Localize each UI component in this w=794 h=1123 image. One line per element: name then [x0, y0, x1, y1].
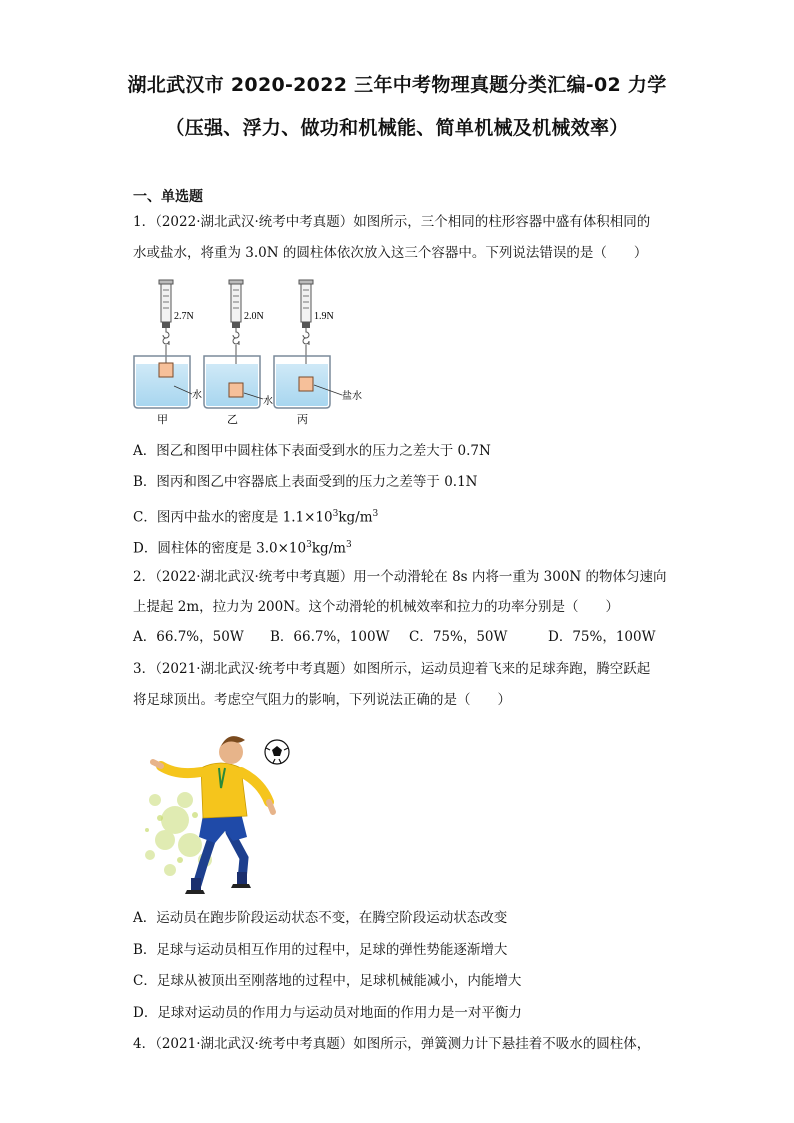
q1-option-a: A．图乙和图甲中圆柱体下表面受到水的压力之差大于 0.7N	[133, 443, 491, 459]
q1-option-c: C．图丙中盐水的密度是 $1.1\times 10^3kg/m^3$	[133, 509, 379, 526]
reading-yi: 2.0N	[244, 311, 264, 322]
beaker-label-bing: 丙	[297, 413, 308, 426]
q1-stem-line2: 水或盐水，将重为 3.0N 的圆柱体依次放入这三个容器中。下列说法错误的是（ ）	[133, 245, 648, 261]
document-title-line1: 湖北武汉市 2020-2022 三年中考物理真题分类汇编-02 力学	[127, 74, 667, 96]
q2-stem-line1: 2．（2022·湖北武汉·统考中考真题）用一个动滑轮在 8s 内将一重为 300N 的物体匀速向	[133, 569, 667, 585]
reading-jia: 2.7N	[174, 311, 194, 322]
q4-stem-line1: 4．（2021·湖北武汉·统考中考真题）如图所示，弹簧测力计下悬挂着不吸水的圆柱体，	[133, 1036, 651, 1052]
q3-option-b: B．足球与运动员相互作用的过程中，足球的弹性势能逐渐增大	[133, 942, 508, 958]
q2-option-c: C．75%，50W	[409, 629, 508, 645]
liquid-label-yi: 水	[263, 396, 273, 407]
q1-option-b: B．图丙和图乙中容器底上表面受到的压力之差等于 0.1N	[133, 474, 478, 490]
beaker-yi	[204, 356, 260, 408]
q3-soccer-player-figure	[135, 720, 295, 898]
section-heading: 一、单选题	[133, 189, 203, 205]
beaker-label-jia: 甲	[157, 413, 168, 426]
q3-option-c: C．足球从被顶出至刚落地的过程中，足球机械能减小，内能增大	[133, 973, 522, 989]
spring-scale-jia	[159, 280, 173, 377]
q3-option-a: A．运动员在跑步阶段运动状态不变，在腾空阶段运动状态改变	[133, 910, 508, 926]
q1-stem-line1: 1．（2022·湖北武汉·统考中考真题）如图所示，三个相同的柱形容器中盛有体积相同的	[133, 214, 651, 230]
q3-stem-line2: 将足球顶出。考虑空气阻力的影响，下列说法正确的是（ ）	[133, 692, 511, 708]
document-title-line2: （压强、浮力、做功和机械能、简单机械及机械效率）	[165, 117, 629, 139]
liquid-label-jia: 水	[192, 390, 202, 401]
q2-stem-line2: 上提起 2m，拉力为 200N。这个动滑轮的机械效率和拉力的功率分别是（ ）	[133, 599, 620, 615]
beaker-label-yi: 乙	[227, 413, 238, 426]
liquid-label-bing: 盐水	[342, 391, 362, 402]
q1-spring-scale-figure	[130, 278, 370, 428]
q2-option-d: D．75%，100W	[548, 629, 656, 645]
q1-option-d: D．圆柱体的密度是 $3.0\times 10^3kg/m^3$	[133, 540, 352, 557]
q3-option-d: D．足球对运动员的作用力与运动员对地面的作用力是一对平衡力	[133, 1005, 522, 1021]
q2-option-b: B．66.7%，100W	[270, 629, 390, 645]
q2-option-a: A．66.7%，50W	[133, 629, 244, 645]
reading-bing: 1.9N	[314, 311, 334, 322]
q3-stem-line1: 3．（2021·湖北武汉·统考中考真题）如图所示，运动员迎着飞来的足球奔跑，腾空跃起	[133, 661, 651, 677]
